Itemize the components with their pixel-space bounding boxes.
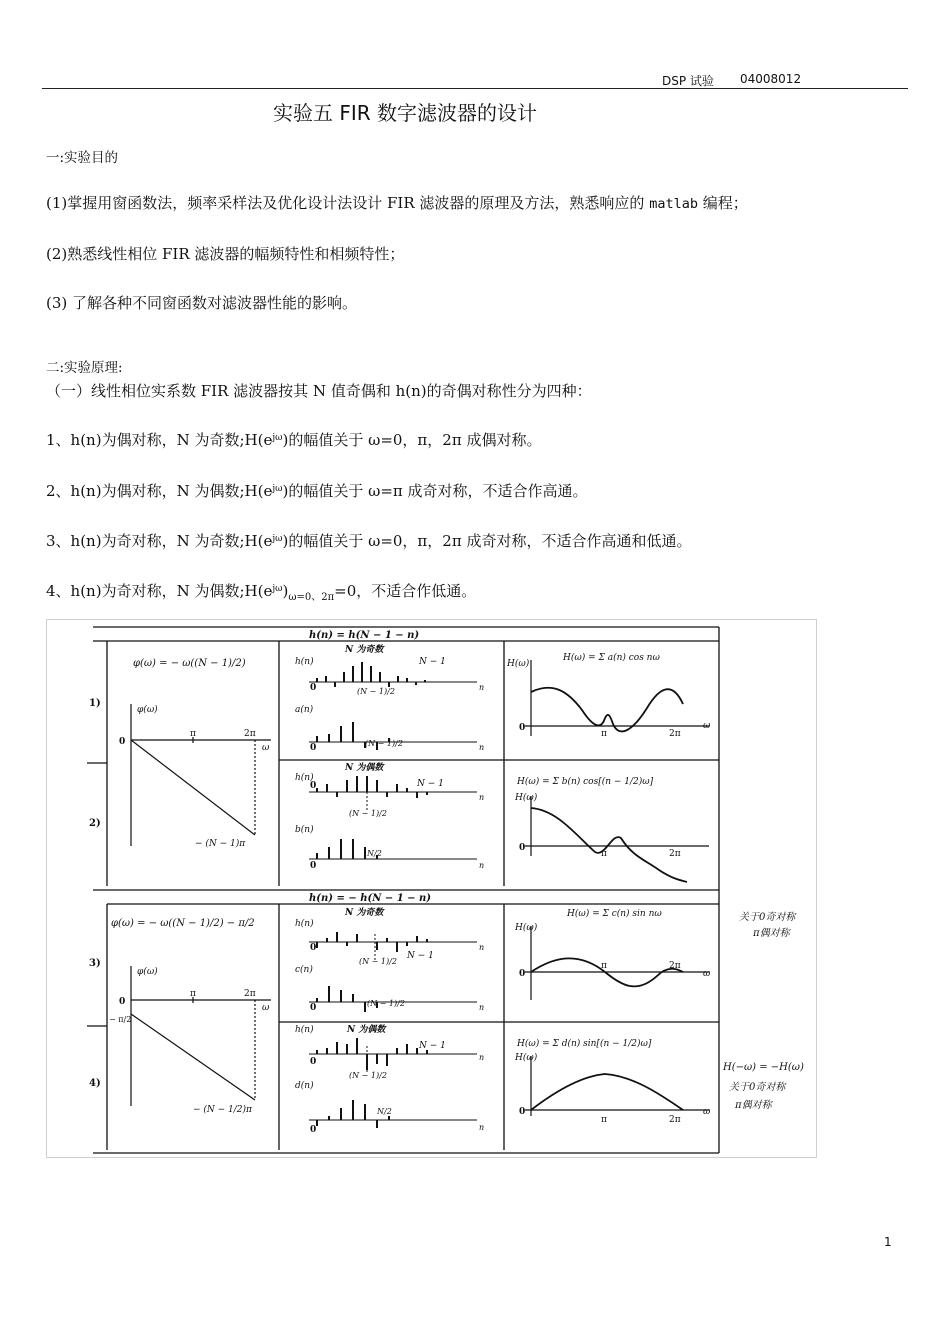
- H-pi-2: π: [601, 849, 607, 859]
- objective-item-3: (3) 了解各种不同窗函数对滤波器性能的影响。: [46, 294, 358, 312]
- label-zero-1b: 0: [310, 743, 317, 753]
- note-4-line3: π偶对称: [735, 1100, 772, 1111]
- section-heading-principle: 二:实验原理:: [46, 360, 123, 376]
- label-n-even-1: N 为偶数: [345, 763, 384, 773]
- phase-axis-label-2: φ(ω): [137, 967, 158, 977]
- fir-types-svg: [47, 620, 816, 1157]
- label-hn-3: h(n): [295, 919, 314, 929]
- label-n-axis-1b: n: [479, 743, 485, 752]
- label-half-1b: (N − 1)/2: [365, 739, 403, 748]
- label-half-3: (N − 1)/2: [359, 957, 397, 966]
- H-zero-1: 0: [519, 723, 526, 733]
- H-formula-4: H(ω) = Σ d(n) sin[(n − 1/2)ω]: [517, 1039, 652, 1049]
- phase-pi-1: π: [190, 729, 196, 739]
- case-4-sub: ω=0、2π: [288, 592, 335, 603]
- phase-2pi-1: 2π: [244, 729, 256, 739]
- label-hn-4: h(n): [295, 1025, 314, 1035]
- label-n-axis-3b: n: [479, 1003, 485, 1012]
- label-n-axis-4b: n: [479, 1123, 485, 1132]
- phase-end-2: − (N − 1/2)π: [193, 1105, 252, 1115]
- label-zero-2b: 0: [310, 861, 317, 871]
- H-pi-4: π: [601, 1115, 607, 1125]
- case-4: [46, 580, 476, 603]
- H-omega-3: ω: [703, 969, 711, 979]
- label-half-n-2: N/2: [367, 849, 382, 858]
- row-label-1: 1): [89, 698, 101, 709]
- label-n-odd-2: N 为奇数: [345, 908, 384, 918]
- case-4-text: 4、h(n)为奇对称，N 为偶数;H(e: [46, 582, 273, 600]
- label-n-axis-2b: n: [479, 861, 485, 870]
- H-2pi-2: 2π: [669, 849, 681, 859]
- H-pi-1: π: [601, 729, 607, 739]
- objective-item-2: (2)熟悉线性相位 FIR 滤波器的幅频特性和相频特性；: [46, 245, 405, 263]
- phase-zero-1: 0: [119, 737, 126, 747]
- row-label-3: 3): [89, 958, 101, 969]
- phase-neg-half-pi: − π/2: [109, 1015, 132, 1024]
- note-4-line1: H(−ω) = −H(ω): [723, 1062, 804, 1073]
- case-1-text: 1、h(n)为偶对称，N 为奇数;H(e: [46, 431, 273, 449]
- phase-2pi-2: 2π: [244, 989, 256, 999]
- label-an: a(n): [295, 705, 314, 715]
- header-rule: [42, 88, 908, 89]
- H-axis-4: H(ω): [515, 1053, 538, 1063]
- label-half-n-4: N/2: [377, 1107, 392, 1116]
- label-zero-1: 0: [310, 683, 317, 693]
- label-n-axis-4: n: [479, 1053, 485, 1062]
- page-title: 实验五 FIR 数字滤波器的设计: [273, 101, 538, 125]
- H-axis-2: H(ω): [515, 793, 538, 803]
- phase-formula-even: φ(ω) = − ω((N − 1)/2): [133, 658, 246, 669]
- phase-end-1: − (N − 1)π: [195, 839, 246, 849]
- label-zero-4b: 0: [310, 1125, 317, 1135]
- case-2-sup: jω: [272, 484, 283, 494]
- phase-pi-2: π: [190, 989, 196, 999]
- label-n-axis-3: n: [479, 943, 485, 952]
- H-2pi-4: 2π: [669, 1115, 681, 1125]
- label-half-2: (N − 1)/2: [349, 809, 387, 818]
- H-zero-4: 0: [519, 1107, 526, 1117]
- H-axis-3: H(ω): [515, 923, 538, 933]
- label-bn: b(n): [295, 825, 314, 835]
- H-zero-2: 0: [519, 843, 526, 853]
- header-code: 04008012: [740, 72, 802, 86]
- phase-omega-1: ω: [262, 743, 270, 753]
- label-nm1-4: N − 1: [419, 1041, 446, 1051]
- label-nm1-1: N − 1: [419, 657, 446, 667]
- label-hn-2: h(n): [295, 773, 314, 783]
- objective-item-1-text: (1)掌握用窗函数法，频率采样法及优化设计法设计 FIR 滤波器的原理及方法，熟悉响应的: [46, 194, 650, 212]
- label-nm1-3: N − 1: [407, 951, 434, 961]
- case-4-sup: jω: [272, 584, 283, 594]
- objective-item-1-code: matlab: [649, 196, 698, 212]
- H-omega-4: ω: [703, 1107, 711, 1117]
- banner-odd-symmetry: h(n) = − h(N − 1 − n): [309, 893, 431, 904]
- fir-types-figure: [46, 619, 817, 1158]
- case-2: [46, 480, 588, 501]
- label-half-3b: (N − 1)/2: [367, 999, 405, 1008]
- H-2pi-3: 2π: [669, 961, 681, 971]
- case-2-tail: )的幅值关于 ω=π 成奇对称，不适合作高通。: [282, 482, 588, 500]
- H-formula-1: H(ω) = Σ a(n) cos nω: [563, 653, 660, 663]
- H-formula-3: H(ω) = Σ c(n) sin nω: [567, 909, 662, 919]
- H-formula-2: H(ω) = Σ b(n) cos[(n − 1/2)ω]: [517, 777, 654, 787]
- label-nm1-2: N − 1: [417, 779, 444, 789]
- page-number: 1: [884, 1235, 892, 1249]
- phase-formula-odd: φ(ω) = − ω((N − 1)/2) − π/2: [111, 918, 255, 929]
- banner-even-symmetry: h(n) = h(N − 1 − n): [309, 630, 420, 641]
- label-half-4: (N − 1)/2: [349, 1071, 387, 1080]
- note-3-line2: π偶对称: [753, 928, 790, 939]
- case-4-tail: =0，不适合作低通。: [334, 582, 477, 600]
- header-course: DSP 试验: [662, 74, 714, 88]
- row-label-4: 4): [89, 1078, 101, 1089]
- H-axis-1: H(ω): [507, 659, 530, 669]
- phase-axis-label-1: φ(ω): [137, 705, 158, 715]
- row-label-2: 2): [89, 818, 101, 829]
- note-4-line2: 关于0奇对称: [729, 1082, 786, 1093]
- label-n-even-2: N 为偶数: [347, 1025, 386, 1035]
- label-zero-4: 0: [310, 1057, 317, 1067]
- H-pi-3: π: [601, 961, 607, 971]
- label-cn: c(n): [295, 965, 313, 975]
- H-omega-1: ω: [703, 721, 711, 731]
- phase-omega-2: ω: [262, 1003, 270, 1013]
- label-zero-3: 0: [310, 943, 317, 953]
- case-4-paren: ): [282, 582, 289, 600]
- label-dn: d(n): [295, 1081, 314, 1091]
- section-heading-objectives: 一:实验目的: [46, 150, 119, 166]
- principle-intro: （一）线性相位实系数 FIR 滤波器按其 N 值奇偶和 h(n)的奇偶对称性分为四种：: [46, 382, 592, 400]
- case-3-sup: jω: [272, 534, 283, 544]
- case-1: [46, 429, 541, 450]
- objective-item-1-tail: 编程；: [697, 194, 748, 212]
- label-n-odd-1: N 为奇数: [345, 645, 384, 655]
- case-3-tail: )的幅值关于 ω=0，π，2π 成奇对称，不适合作高通和低通。: [282, 532, 692, 550]
- label-n-axis-2: n: [479, 793, 485, 802]
- label-half-1: (N − 1)/2: [357, 687, 395, 696]
- H-zero-3: 0: [519, 969, 526, 979]
- label-n-axis-1: n: [479, 683, 485, 692]
- case-1-sup: jω: [272, 433, 283, 443]
- case-3: [46, 530, 691, 551]
- H-2pi-1: 2π: [669, 729, 681, 739]
- note-3-line1: 关于0奇对称: [739, 912, 796, 923]
- case-3-text: 3、h(n)为奇对称，N 为奇数;H(e: [46, 532, 273, 550]
- case-2-text: 2、h(n)为偶对称，N 为偶数;H(e: [46, 482, 273, 500]
- case-1-tail: )的幅值关于 ω=0，π，2π 成偶对称。: [282, 431, 542, 449]
- phase-zero-2: 0: [119, 997, 126, 1007]
- label-hn-1: h(n): [295, 657, 314, 667]
- objective-item-1: [46, 192, 748, 213]
- label-zero-2: 0: [310, 781, 317, 791]
- label-zero-3b: 0: [310, 1003, 317, 1013]
